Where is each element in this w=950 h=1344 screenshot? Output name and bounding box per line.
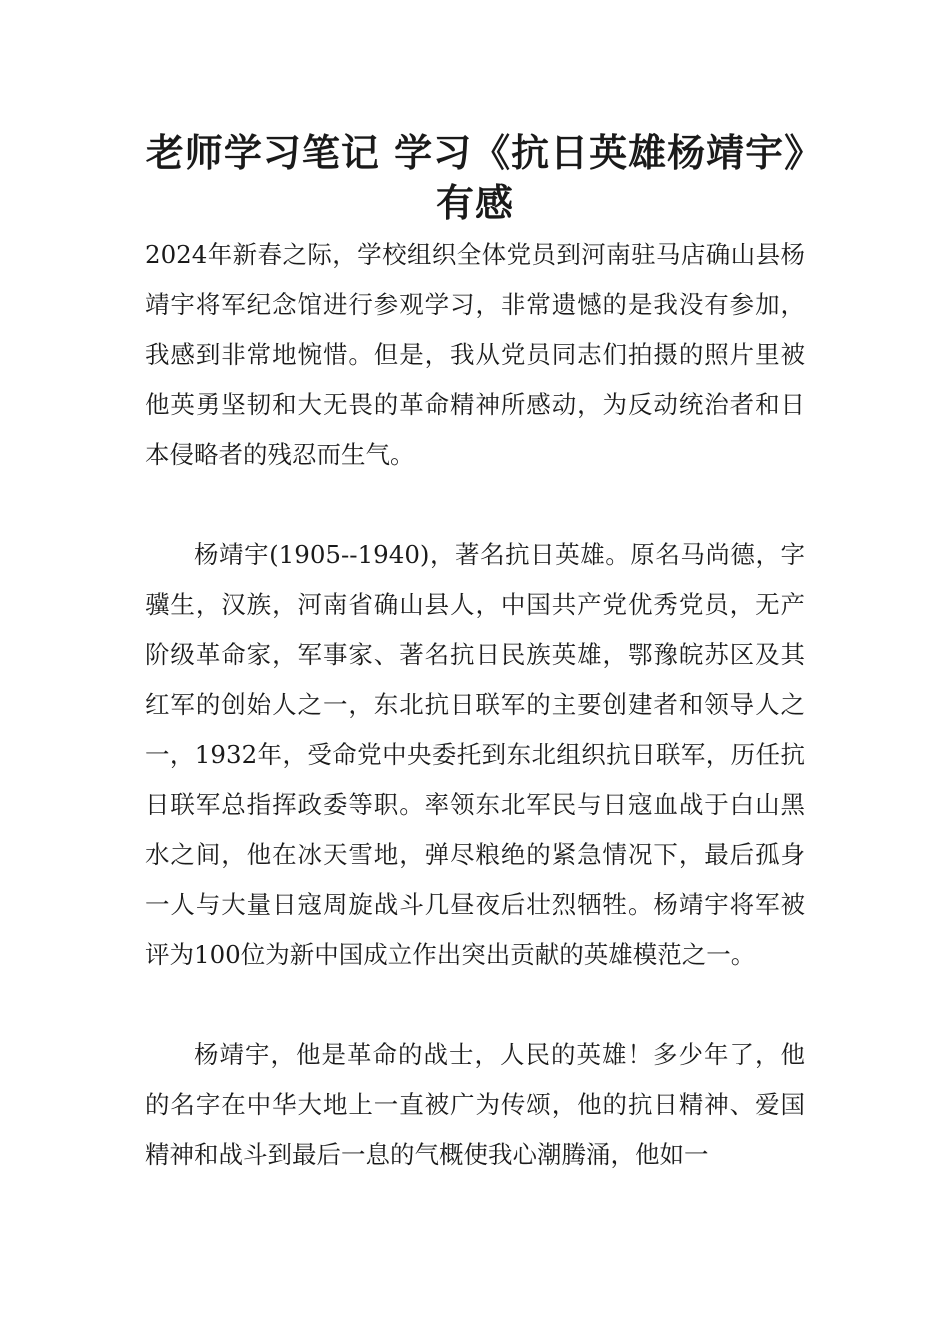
document-title: 老师学习笔记 学习《抗日英雄杨靖宇》有感 xyxy=(145,131,805,225)
paragraph-gap xyxy=(145,980,805,1030)
paragraph-intro: 2024年新春之际，学校组织全体党员到河南驻马店确山县杨靖宇将军纪念馆进行参观学习，非常遗憾的是我没有参加，我感到非常地惋惜。但是，我从党员同志们拍摄的照片里被他英勇坚韧和大无畏的革命精神所感动，为反动统治者和日本侵略者的残忍而生气。 xyxy=(145,240,805,469)
paragraph-gap xyxy=(145,480,805,530)
document-page xyxy=(145,128,805,1180)
paragraph-biography: 杨靖宇(1905--1940)，著名抗日英雄。原名马尚德，字骥生，汉族，河南省确山县人，中国共产党优秀党员，无产阶级革命家，军事家、著名抗日民族英雄，鄂豫皖苏区及其红军的创始人之一，东北抗日联军的主要创建者和领导人之一，1932年，受命党中央委托到东北组织抗日联军，历任抗日联军总指挥政委等职。率领东北军民与日寇血战于白山黑水之间，他在冰天雪地，弹尽粮绝的紧急情况下，最后孤身一人与大量日寇周旋战斗几昼夜后壮烈牺牲。杨靖宇将军被评为100位为新中国成立作出突出贡献的英雄模范之一。 xyxy=(145,540,805,969)
paragraph-reflection: 杨靖宇，他是革命的战士，人民的英雄！多少年了，他的名字在中华大地上一直被广为传颂，他的抗日精神、爱国精神和战斗到最后一息的气概使我心潮腾涌，他如一 xyxy=(145,1040,805,1169)
